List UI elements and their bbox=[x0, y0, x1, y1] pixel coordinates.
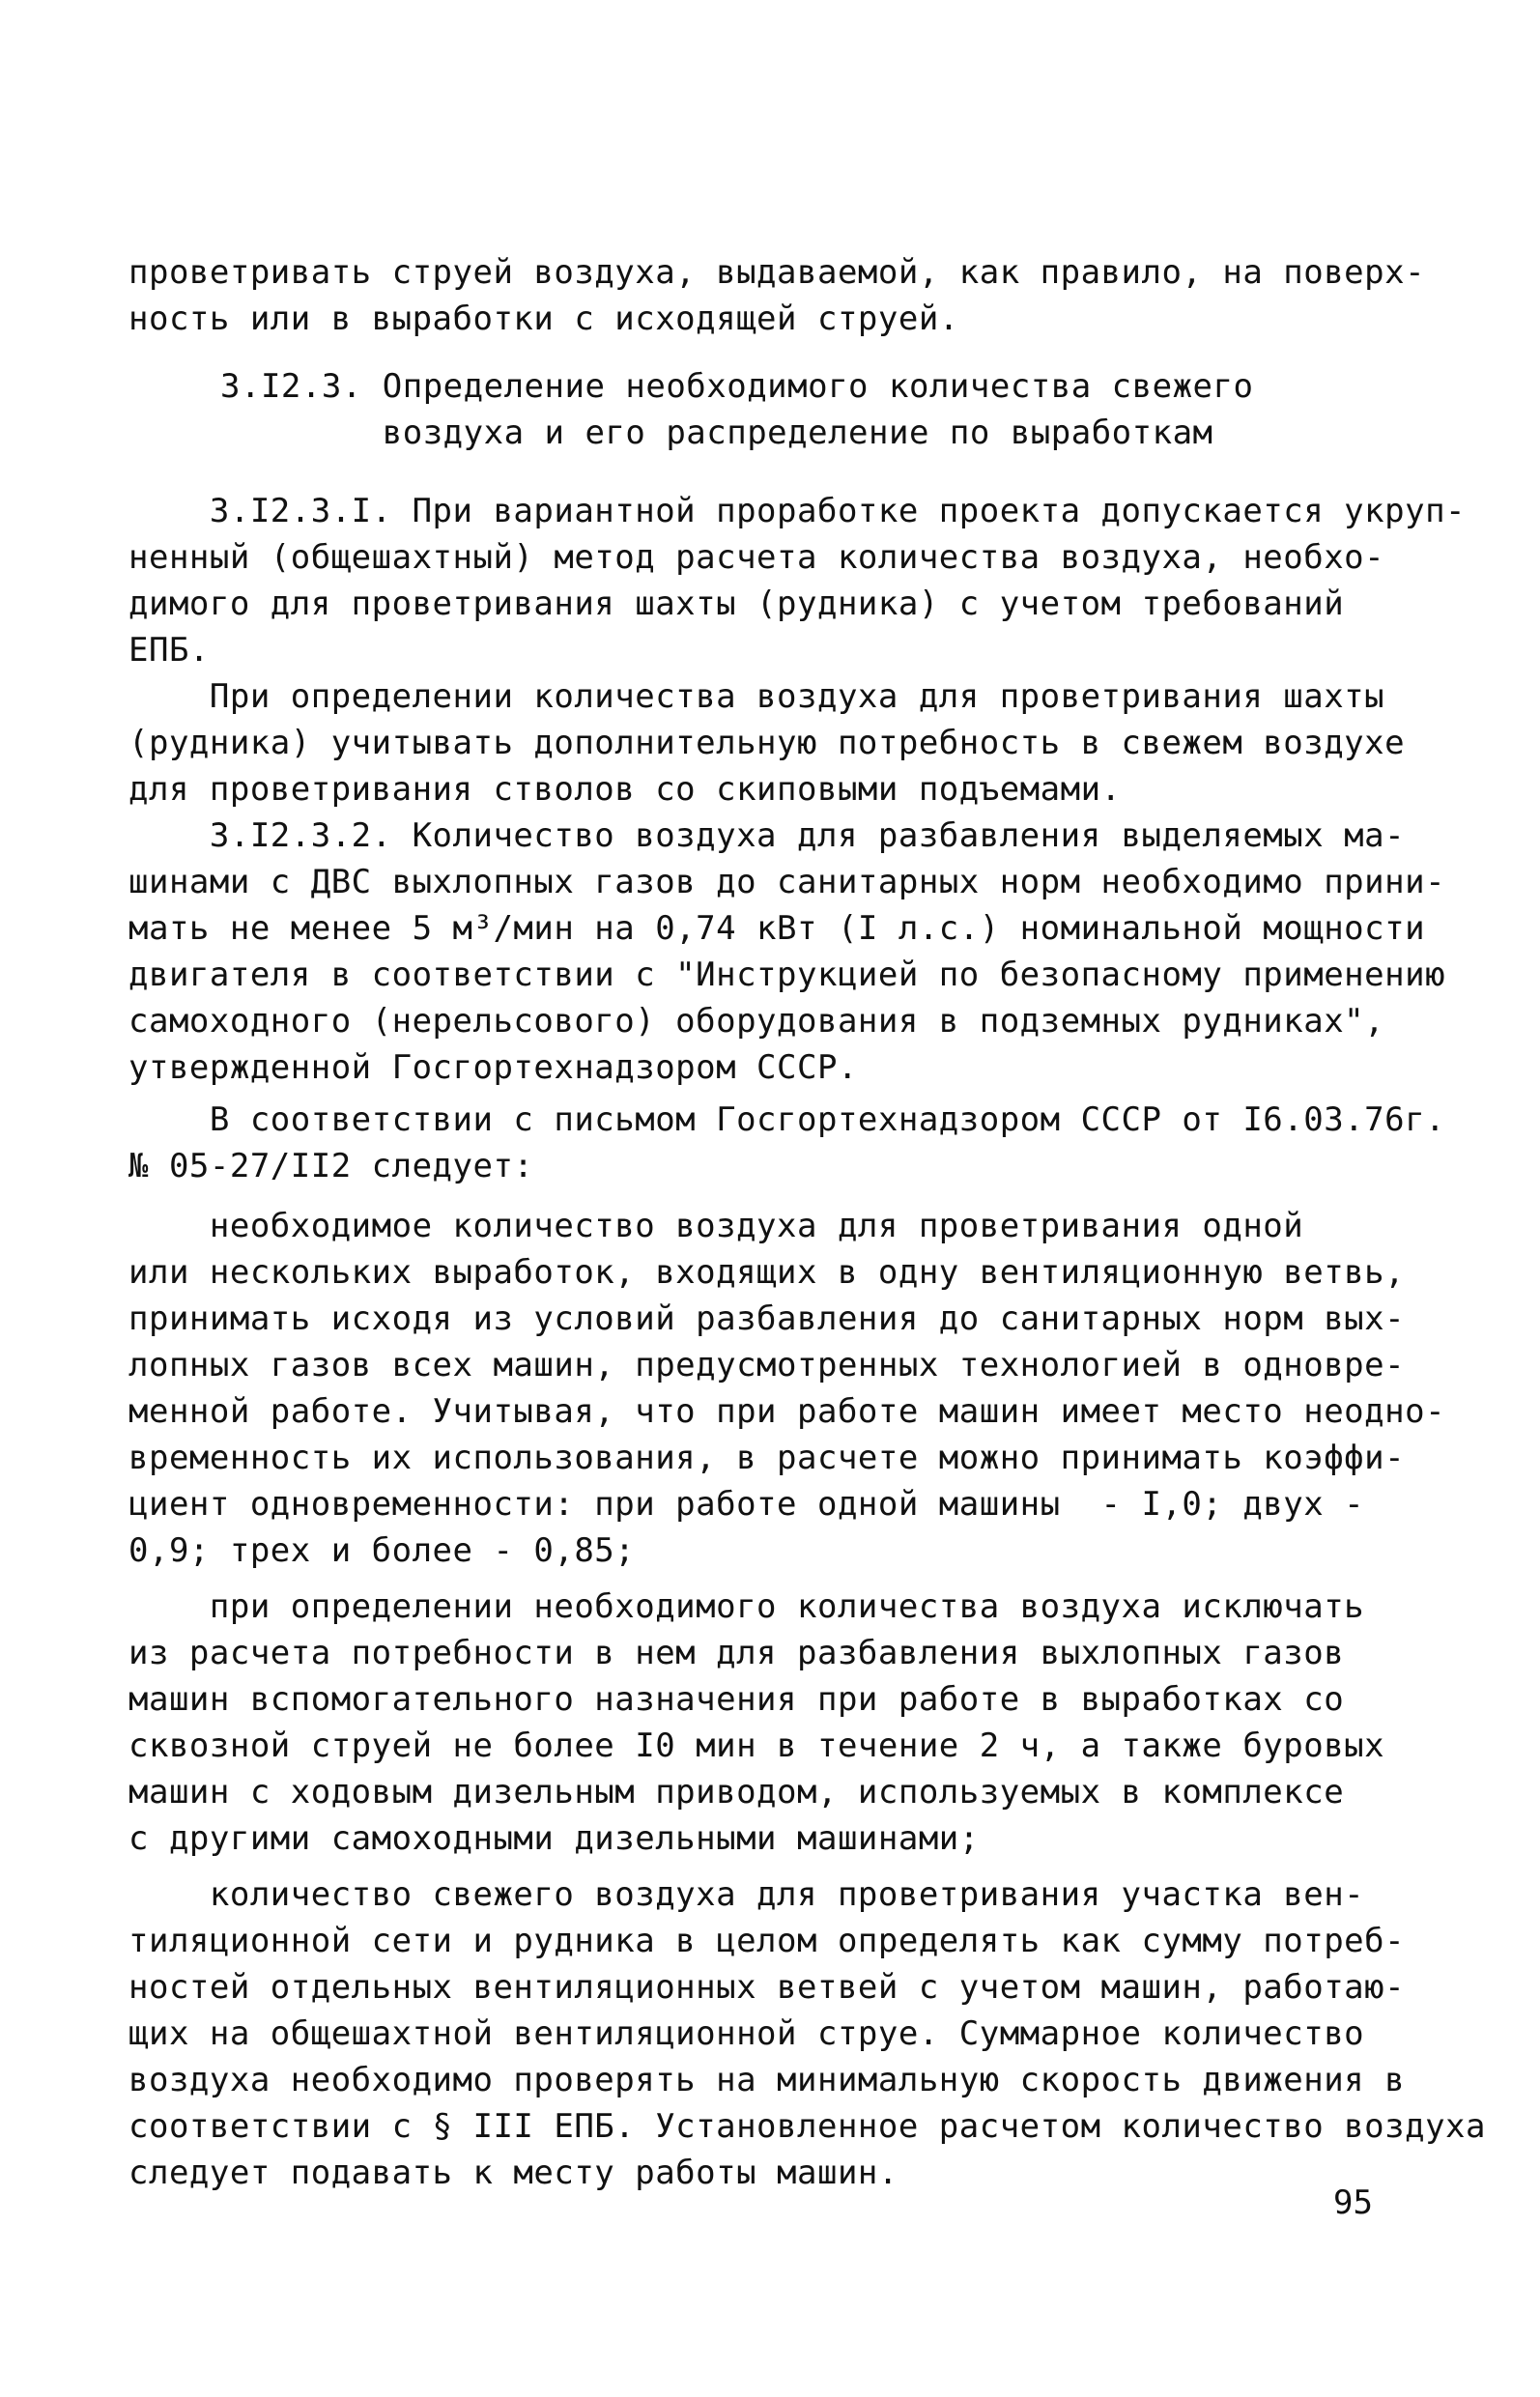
text-line: ненный (общешахтный) метод расчета количества воздуха, необхо- bbox=[128, 538, 1385, 577]
text-line: лопных газов всех машин, предусмотренных технологией в одновре- bbox=[128, 1346, 1406, 1384]
text-line: необходимое количество воздуха для проветривания одной bbox=[128, 1207, 1304, 1245]
text-line: для проветривания стволов со скиповыми подъемами. bbox=[128, 770, 1122, 809]
text-line: ность или в выработки с исходящей струей. bbox=[128, 300, 959, 338]
text-line: щих на общешахтной вентиляционной струе. Суммарное количество bbox=[128, 2014, 1365, 2053]
text-line: ностей отдельных вентиляционных ветвей с учетом машин, работаю- bbox=[128, 1968, 1406, 2007]
text-line: количество свежего воздуха для проветривания участка вен- bbox=[128, 1875, 1365, 1914]
text-line: соответствии с § III ЕПБ. Установленное расчетом количество воздуха bbox=[128, 2107, 1486, 2146]
text-line: временность их использования, в расчете можно принимать коэффи- bbox=[128, 1439, 1406, 1477]
text-line: 0,9; трех и более - 0,85; bbox=[128, 1531, 636, 1570]
text-line: циент одновременности: при работе одной машины - I,0; двух - bbox=[128, 1485, 1365, 1524]
text-line: машин вспомогательного назначения при работе в выработках со bbox=[128, 1680, 1345, 1719]
text-line: проветривать струей воздуха, выдаваемой, как правило, на поверх- bbox=[128, 253, 1426, 292]
text-line: мать не менее 5 м³/мин на 0,74 кВт (I л.с.) номинальной мощности bbox=[128, 909, 1426, 948]
text-line: 3.I2.3.2. Количество воздуха для разбавления выделяемых ма- bbox=[128, 816, 1406, 855]
text-line: самоходного (нерельсового) оборудования в подземных рудниках", bbox=[128, 1002, 1385, 1041]
text-line: из расчета потребности в нем для разбавления выхлопных газов bbox=[128, 1634, 1345, 1672]
text-line: машин с ходовым дизельным приводом, используемых в комплексе bbox=[128, 1773, 1345, 1812]
text-line: сквозной струей не более I0 мин в течение 2 ч, а также буровых bbox=[128, 1726, 1385, 1765]
text-line: При определении количества воздуха для проветривания шахты bbox=[128, 677, 1385, 716]
text-line: ЕПБ. bbox=[128, 631, 210, 670]
text-line: В соответствии с письмом Госгортехнадзором СССР от I6.03.76г. bbox=[128, 1100, 1446, 1139]
text-line: двигателя в соответствии с "Инструкцией по безопасному применению bbox=[128, 956, 1446, 994]
text-line: или нескольких выработок, входящих в одну вентиляционную ветвь, bbox=[128, 1253, 1406, 1292]
heading-line: 3.I2.3. Определение необходимого количества свежего bbox=[220, 367, 1254, 406]
text-line: воздуха необходимо проверять на минимальную скорость движения в bbox=[128, 2061, 1406, 2099]
text-line: (рудника) учитывать дополнительную потребность в свежем воздухе bbox=[128, 724, 1406, 762]
page-number: 95 bbox=[1333, 2183, 1373, 2222]
text-line: следует подавать к месту работы машин. bbox=[128, 2154, 898, 2192]
heading-line: воздуха и его распределение по выработкам bbox=[220, 414, 1213, 452]
text-line: утвержденной Госгортехнадзором СССР. bbox=[128, 1048, 858, 1087]
text-line: тиляционной сети и рудника в целом определять как сумму потреб- bbox=[128, 1922, 1406, 1960]
text-line: шинами с ДВС выхлопных газов до санитарных норм необходимо прини- bbox=[128, 863, 1446, 901]
text-line: 3.I2.3.I. При вариантной проработке проекта допускается укруп- bbox=[128, 492, 1467, 530]
text-line: димого для проветривания шахты (рудника) с учетом требований bbox=[128, 585, 1345, 623]
text-line: с другими самоходными дизельными машинами; bbox=[128, 1819, 980, 1858]
text-line: менной работе. Учитывая, что при работе машин имеет место неодно- bbox=[128, 1392, 1446, 1431]
text-line: при определении необходимого количества воздуха исключать bbox=[128, 1587, 1365, 1626]
text-line: № 05-27/II2 следует: bbox=[128, 1147, 534, 1185]
text-line: принимать исходя из условий разбавления до санитарных норм вых- bbox=[128, 1299, 1406, 1338]
